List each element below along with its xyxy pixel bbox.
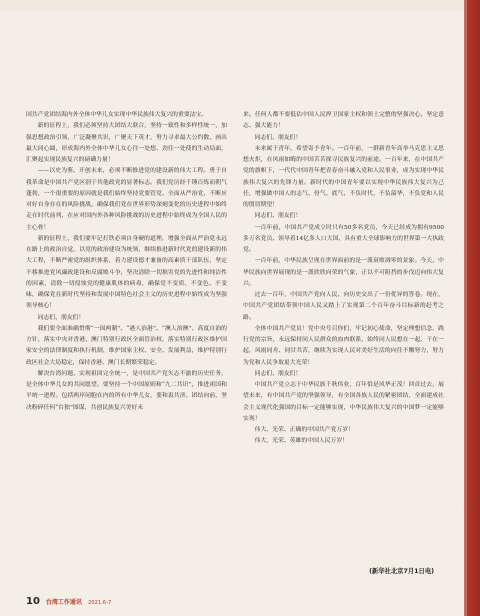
- paragraph: 新的征程上，我们要牢记打铁必须自身硬的道理，增强全面从严治党永远在路上的政治自觉，以党的政治建设为统领，继续推进新时代党的建设新的伟大工程，不断严密党的组织体系，着力建设德才兼备的高素质干部队伍，坚定不移推进党风廉政建设和反腐败斗争，坚决清除一切损害党的先进性和纯洁性的因素，清除一切侵蚀党的健康肌体的病毒，确保党不变质、不变色、不变味，确保党在新时代坚持和发展中国特色社会主义的历史进程中始终成为坚强领导核心！: [26, 235, 227, 310]
- page-footer: [26, 596, 111, 610]
- paragraph: 国共产党团结海内外全体中华儿女实现中华民族伟大复兴的重要法宝。: [26, 112, 208, 118]
- paragraph: 解决台湾问题、实现祖国完全统一，是中国共产党矢志不渝的历史任务，是全体中华儿女的共同愿望。要坚持一个中国原则和“九二共识”，推进祖国和平统一进程。包括两岸同胞在内的所有中华儿女，要和衷共济、团结向前，坚决粉碎任何“台独”图谋，共创民族复兴美好未: [26, 370, 227, 411]
- paragraph: 新的征程上，我们必须坚持大团结大联合，坚持一致性和多样性统一，加强思想政治引领，广泛凝聚共识，广聚天下英才，努力寻求最大公约数、画出最大同心圆，形成海内外全体中华儿女心往一处想、劲往一处使的生动局面，汇聚起实现民族复兴的磅礴力量！: [26, 123, 227, 163]
- paragraph: 中国共产党立志于中华民族千秋伟业，百年恰是风华正茂！回首过去，展望未来，有中国共产党的坚强领导，有全国各族人民的紧密团结，全面建成社会主义现代化强国的目标一定能够实现，中华民族伟大复兴的中国梦一定能够实现！: [243, 382, 444, 422]
- greeting-line: 同志们、朋友们！: [254, 213, 302, 220]
- paragraph: ——以史为鉴、开创未来，必须不断推进党的建设新的伟大工程。勇于自我革命是中国共产党区别于其他政党的显著标志。我们党历经千锤百炼而朝气蓬勃，一个很重要的原因就是我们始终坚持党要管党、全面从严治党，不断应对好自身存在的风险挑战，确保我们党在世界形势深刻变化的历史进程中始终走在时代前列，在应对国内外各种风险挑战的历史进程中始终成为全国人民的主心骨！: [26, 168, 227, 231]
- top-band: [0, 0, 480, 10]
- greeting-line: 同志们、朋友们！: [254, 134, 302, 141]
- page-number: 10: [26, 596, 40, 607]
- paragraph: 一百年前，中华民族呈现在世界面前的是一派衰败凋零的景象。今天，中华民族向世界展现的是一派欣欣向荣的气象，正以不可阻挡的步伐迈向伟大复兴。: [243, 258, 444, 287]
- issue-date: 2021.6-7: [87, 600, 112, 606]
- right-edge-bar: [464, 0, 480, 616]
- slogan-line: 伟大、光荣、正确的中国共产党万岁！: [254, 427, 354, 433]
- paragraph: 我们要全面准确贯彻“一国两制”、“港人治港”、“澳人治澳”、高度自治的方针，落实中央对香港、澳门特别行政区全面管治权，落实特别行政区维护国家安全的法律制度和执行机制，维护国家主权、安全、发展利益，维护特别行政区社会大局稳定，保持香港、澳门长期繁荣稳定。: [26, 325, 227, 366]
- paragraph: 未来属于青年，希望寄予青年。一百年前，一群新青年高举马克思主义思想火炬，在风雨如晦的中国苦苦探寻民族复兴的前途。一百年来，在中国共产党的旗帜下，一代代中国青年把青春奋斗融入党和人民事业，成为实现中华民族伟大复兴的先锋力量。新时代的中国青年要以实现中华民族伟大复兴为己任，增强做中国人的志气、骨气、底气，不负时代，不负韶华，不负党和人民的殷切期望！: [243, 145, 444, 208]
- magazine-name: 台湾工作通讯: [45, 599, 82, 606]
- paragraph: 一百年前，中国共产党成立时只有50多名党员，今天已经成为拥有9500多万名党员、领导着14亿多人口大国、具有重大全球影响力的世界第一大执政党。: [243, 224, 444, 253]
- left-column: [26, 110, 227, 565]
- source-credit: (新华社北京7月1日电): [369, 568, 434, 575]
- right-column: [243, 110, 444, 565]
- paragraph: 全体中国共产党员！党中央号召你们，牢记初心使命，坚定理想信念，践行党的宗旨，永远保持同人民群众的血肉联系，始终同人民想在一起、干在一起，风雨同舟、同甘共苦，继续为实现人民对美好生活的向往不懈努力，努力为党和人民争取更大光荣！: [243, 325, 444, 366]
- paragraph: 来。任何人都不要低估中国人民捍卫国家主权和领土完整的坚强决心、坚定意志、强大能力！: [243, 112, 444, 130]
- greeting-line: 同志们、朋友们！: [37, 314, 85, 321]
- slogan-line: 伟大、光荣、英雄的中国人民万岁！: [254, 438, 349, 445]
- greeting-line: 同志们、朋友们！: [254, 370, 302, 377]
- article-body: [26, 110, 444, 565]
- paragraph: 过去一百年，中国共产党向人民、向历史交出了一份优异的答卷。现在，中国共产党团结带领中国人民又踏上了实现第二个百年奋斗目标新的赶考之路。: [243, 292, 444, 321]
